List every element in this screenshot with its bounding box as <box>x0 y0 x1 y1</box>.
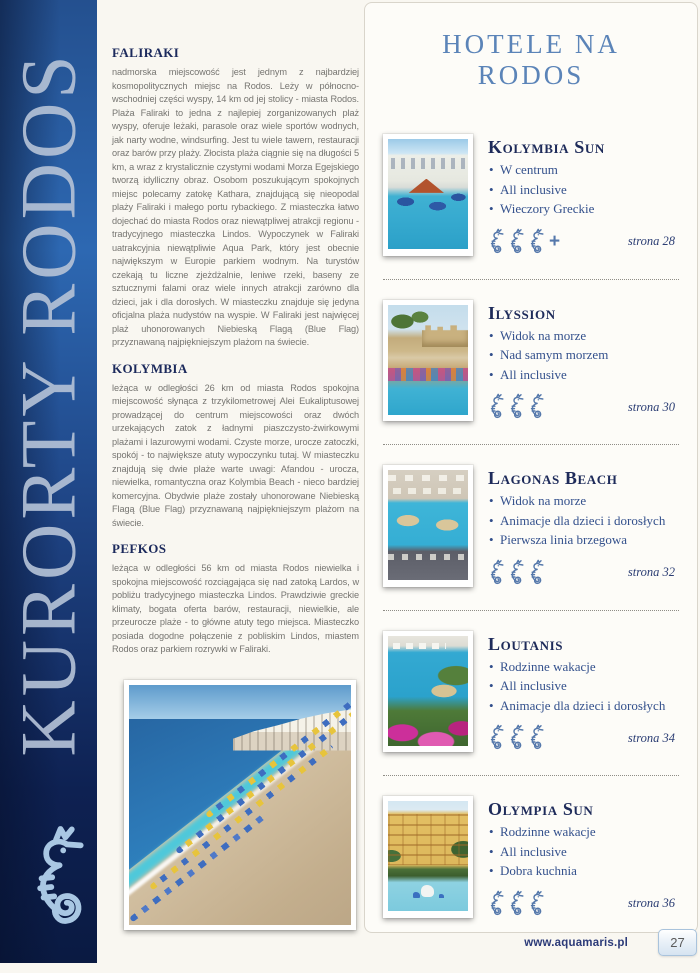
page-ref: strona 32 <box>627 565 675 579</box>
hotel-photo-frame <box>383 134 473 256</box>
seahorse-rating-icon <box>508 393 524 421</box>
hotel-photo <box>388 470 468 580</box>
hotel-name: Kolymbia Sun <box>488 137 605 157</box>
sidebar-vertical-title <box>0 0 97 808</box>
feature-item: • All inclusive <box>488 180 679 200</box>
seahorse-rating-icon <box>528 559 544 587</box>
feature-item: • Wieczory Greckie <box>488 199 679 219</box>
rating-row <box>488 724 679 752</box>
feature-item: • Widok na morze <box>488 326 679 346</box>
rating-plus: + <box>549 230 561 252</box>
feature-item: • Rodzinne wakacje <box>488 822 679 842</box>
hotel-name: Ilyssion <box>488 302 556 323</box>
seahorse-rating-icon <box>528 393 544 421</box>
section-heading: PEFKOS <box>112 541 167 556</box>
hotel-name: Lagonas Beach <box>488 468 618 488</box>
section-body: leżąca w odległości 26 km od miasta Rodos spokojna miejscowość słynąca z trzykilometrowej Alei Eukaliptusowej prowadzącej do centrum miejscowości oraz dwóch urzekających zatok z ładnymi piaszczysto-żwirkowymi plażami i lazurowymi wodami. Czyste morze, urocze zatoczki, spokój - to największe atuty wypoczynku tutaj. W miasteczku znajdują się dwie plaże warte uwagi: Afandou - urocza, niewielka, romantyczna oraz Kolymbia Beach - nieco bardziej komercyjna. Obydwie plaże zostały uhonorowane Niebieską Flagą (Blue Flag) przyznawaną najpiękniejszym plażom na świecie. <box>112 382 359 528</box>
hotel-card-ilyssion <box>381 280 681 445</box>
hotel-photo-frame <box>383 465 473 587</box>
hotel-card-kolymbia-sun <box>381 114 681 279</box>
feature-item: • All inclusive <box>488 365 679 385</box>
hotels-panel <box>364 2 698 933</box>
panel-title-line2: RODOS <box>477 60 585 90</box>
hotel-card-lagonas-beach <box>381 445 681 610</box>
hotel-photo <box>388 139 468 249</box>
destination-section-faliraki <box>112 45 359 350</box>
seahorse-rating-icon <box>528 890 544 918</box>
page-ref: strona 36 <box>627 896 675 910</box>
seahorse-rating-icon <box>488 890 504 918</box>
beach-photo-frame <box>124 680 356 930</box>
hotel-cards <box>381 114 681 941</box>
feature-item: • All inclusive <box>488 676 679 696</box>
feature-item: • Animacje dla dzieci i dorosłych <box>488 511 679 531</box>
page-ref: strona 34 <box>627 730 675 745</box>
rating-row <box>488 890 679 918</box>
seahorse-logo-icon <box>19 821 94 939</box>
destination-section-kolymbia <box>112 361 359 531</box>
section-heading: KOLYMBIA <box>112 360 188 376</box>
sky <box>129 685 351 719</box>
hotel-card-olympia-sun <box>381 776 681 941</box>
seahorse-rating-icon <box>528 228 544 256</box>
page-number-badge <box>658 929 697 956</box>
seahorse-rating-icon <box>508 890 524 918</box>
section-heading: FALIRAKI <box>112 45 180 60</box>
hotel-photo <box>388 305 468 415</box>
seahorse-rating-icon <box>488 559 504 587</box>
hotel-card-loutanis <box>381 611 681 776</box>
feature-list <box>488 326 679 385</box>
sidebar <box>0 0 97 963</box>
hotel-info <box>488 631 679 753</box>
hotel-info <box>488 465 679 587</box>
page-ref: strona 28 <box>627 234 675 248</box>
panel-title-line1: HOTELE NA <box>442 29 620 59</box>
hotel-photo-frame <box>383 796 473 918</box>
feature-item: • Rodzinne wakacje <box>488 657 679 677</box>
seahorse-rating-icon <box>488 393 504 421</box>
hotel-photo <box>388 801 468 911</box>
section-body: nadmorska miejscowość jest jednym z najbardziej kosmopolitycznych miejsc na Rodos. Leży w północno-wschodniej części wyspy, 14 km od jej stolicy - miasta Rodos. Plaża Faliraki to jedna z najlepiej zorganizowanych plaż wyspy, oferuje leżaki, parasole oraz wiele sportów wodnych, jak narty wodne, windsurfing. Jest tu wiele tawern, restauracji oraz barów przy plaży. Złocista plaża ciągnie się na długości 5 km, a wraz z krystalicznie czystymi wodami Morza Egejskiego tworzą idylliczny obraz. Osobom poszukującym spokojnych miejsc polecamy zatokę Kathara, znajdującą się nieopodal plaży Faliraki i małego portu rybackiego. Z miasteczka łatwo dojechać do miasta Rodos oraz niewątpliwej atrakcji regionu - tradycyjnego miasteczka Lindos. Wypoczynek w Faliraki uatrakcyjnia niewątpliwie Aqua Park, który jest obecnie największym w Europie parkiem wodnym. Na turystów czekają tu liczne zjeżdżalnie, leniwe rzeki, baseny ze sztucznymi falami oraz wiele innych atrakcji zarówno dla dzieci, jak i dla dorosłych. W miasteczku znajduje się jedyna oficjalna plaża nudystów na wyspie. W Faliraki jest najwięcej plaż uhonorowanych Niebieską Flagą (Blue Flag) przyznawaną najpiękniejszym plażom na świecie. <box>112 67 359 347</box>
feature-item: • W centrum <box>488 160 679 180</box>
beach-photo <box>129 685 351 925</box>
rating-row <box>488 228 679 256</box>
page-number: 27 <box>670 935 685 950</box>
hotel-photo-frame <box>383 631 473 753</box>
feature-list <box>488 491 679 550</box>
feature-list <box>488 657 679 716</box>
website-url: www.aquamaris.pl <box>524 937 628 949</box>
hotel-info <box>488 134 679 256</box>
hotel-info <box>488 300 679 422</box>
feature-item: • Pierwsza linia brzegowa <box>488 530 679 550</box>
feature-item: • Dobra kuchnia <box>488 861 679 881</box>
seahorse-rating-icon <box>528 724 544 752</box>
hotel-photo <box>388 636 468 746</box>
hotel-name: Olympia Sun <box>488 799 594 819</box>
feature-list <box>488 822 679 881</box>
panel-title <box>381 29 681 91</box>
hotel-name: Loutanis <box>488 633 564 654</box>
hotel-info <box>488 796 679 918</box>
seahorse-rating-icon <box>488 228 504 256</box>
feature-list <box>488 160 679 219</box>
feature-item: • Animacje dla dzieci i dorosłych <box>488 696 679 716</box>
sidebar-title-text: KURORTY RODOS <box>4 51 92 757</box>
feature-item: • All inclusive <box>488 842 679 862</box>
hotel-photo-frame <box>383 300 473 422</box>
destinations-column <box>112 42 359 930</box>
seahorse-rating-icon <box>508 724 524 752</box>
seahorse-rating-icon <box>488 724 504 752</box>
seahorse-rating-icon <box>508 228 524 256</box>
rating-row <box>488 393 679 421</box>
seahorse-rating-icon <box>508 559 524 587</box>
destination-section-pefkos <box>112 541 359 657</box>
page-ref: strona 30 <box>627 399 675 414</box>
feature-item: • Widok na morze <box>488 491 679 511</box>
feature-item: • Nad samym morzem <box>488 345 679 365</box>
section-body: leżąca w odległości 56 km od miasta Rodos niewielka i spokojna miejscowość rozciągająca się nad zatoką Lardos, w pobliżu tradycyjnego miasteczka Lindos. Prawdziwie greckie klimaty, bogata oferta barów, restauracji, niewielkie, ale przeurocze plaże - to główne atuty tego miejsca. Miasteczko posiada dogodne połączenie z pobliskim Lindos, miastem Rodos oraz parkiem rozrywki w Faliraki. <box>112 563 359 654</box>
rating-row <box>488 559 679 587</box>
